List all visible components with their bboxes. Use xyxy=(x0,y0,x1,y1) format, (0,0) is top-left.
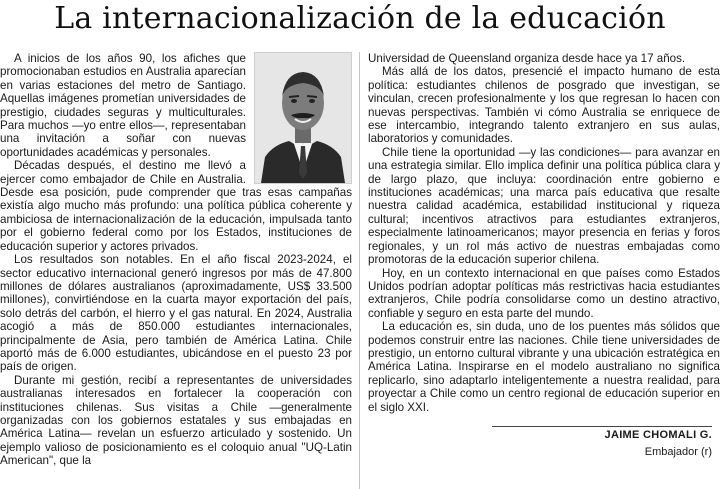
column-left xyxy=(0,52,352,489)
author-name: JAIME CHOMALI G. xyxy=(492,426,712,441)
paragraph: Los resultados son notables. En el año fiscal 2023-2024, el sector educativo internacional generó ingresos por más de 47.800 millones de dólares australianos (aproximadamente, US$ 33.500 millones), convirtiéndose en la cuarta mayor exportación del país, solo detrás del carbón, el hierro y el gas natural. En 2024, Australia acogió a más de 850.000 estudiantes internacionales, principalmente de Asia, pero también de América Latina. Chile aportó más de 6.000 estudiantes, ubicándose en el puesto 23 por país de origen. xyxy=(0,253,352,374)
paragraph xyxy=(0,52,352,159)
author-photo xyxy=(254,52,352,184)
portrait-image xyxy=(255,53,351,183)
paragraph: La educación es, sin duda, uno de los puentes más sólidos que podemos construir entre las naciones. Chile tiene universidades de prestigio, un entorno cultural vibrante y una ubicación estratégica en América Latina. Inspirarse en el modelo australiano no significa replicarlo, sino adaptarlo inteligentemente a nuestra realidad, para proyectar a Chile como un centro regional de educación superior en el siglo XXI. xyxy=(368,320,720,414)
paragraph: Hoy, en un contexto internacional en que países como Estados Unidos podrían adoptar políticas más restrictivas hacia estudiantes extranjeros, Chile podría consolidarse como un destino atractivo, confiable y seguro en esta parte del mundo. xyxy=(368,266,720,320)
column-divider xyxy=(359,52,360,489)
paragraph: Décadas después, el destino me llevó a ejercer como embajador de Chile en Australia. Desde esa posición, pude comprender que tras esas campañas existía algo mucho más profundo: una política pública coherente y ambiciosa de internacionalización de la educación, impulsada tanto por el gobierno federal como por los Estados, instituciones de educación superior y actores privados. xyxy=(0,159,352,253)
paragraph: Universidad de Queensland organiza desde hace ya 17 años. xyxy=(368,52,686,65)
paragraph: Durante mi gestión, recibí a representantes de universidades australianas interesados en fortalecer la cooperación con instituciones chilenas. Sus visitas a Chile —generalmente organizadas con los gobiernos estatales y sus embajadas en América Latina— revelan un esfuerzo articulado y sostenido. Un ejemplo valioso de posicionamiento es el coloquio anual "UQ-Latin American", que la xyxy=(0,373,352,468)
headline: La internacionalización de la educación xyxy=(54,1,666,36)
paragraph-text: A inicios de los años 90, los afiches que promocionaban estudios en Australia aparecían en varias estaciones del metro de Santiago. Aquellas imágenes prometían universidades de prestigio, ciudades seguras y multiculturales. Para muchos —yo entre ellos—, representaban una invitación a soñar con nuevas oportunidades académicas y personales. xyxy=(0,52,246,159)
paragraph: Chile tiene la oportunidad —y las condiciones— para avanzar en una estrategia similar. Ello implica definir una política pública clara y de largo plazo, que incluya: coordinación entre gobierno e instituciones académicas; una marca país educativa que resalte nuestra calidad académica, estabilidad institucional y riqueza cultural; incentivos atractivos para estudiantes extranjeros, especialmente latinoamericanos; mayor presencia en ferias y foros regionales, y un rol más activo de nuestras embajadas como promotoras de la educación superior chilena. xyxy=(368,145,720,267)
paragraph: Más allá de los datos, presencié el impacto humano de esta política: estudiantes chilenos de posgrado que investigan, se vinculan, crecen profesionalmente y los que regresan lo hacen con nuevas perspectivas. También vi cómo Australia se enriquece de ese intercambio, integrando talento extranjero en sus aulas, laboratorios y comunidades. xyxy=(368,65,720,146)
author-role: Embajador (r) xyxy=(644,446,712,458)
column-right xyxy=(368,52,720,414)
